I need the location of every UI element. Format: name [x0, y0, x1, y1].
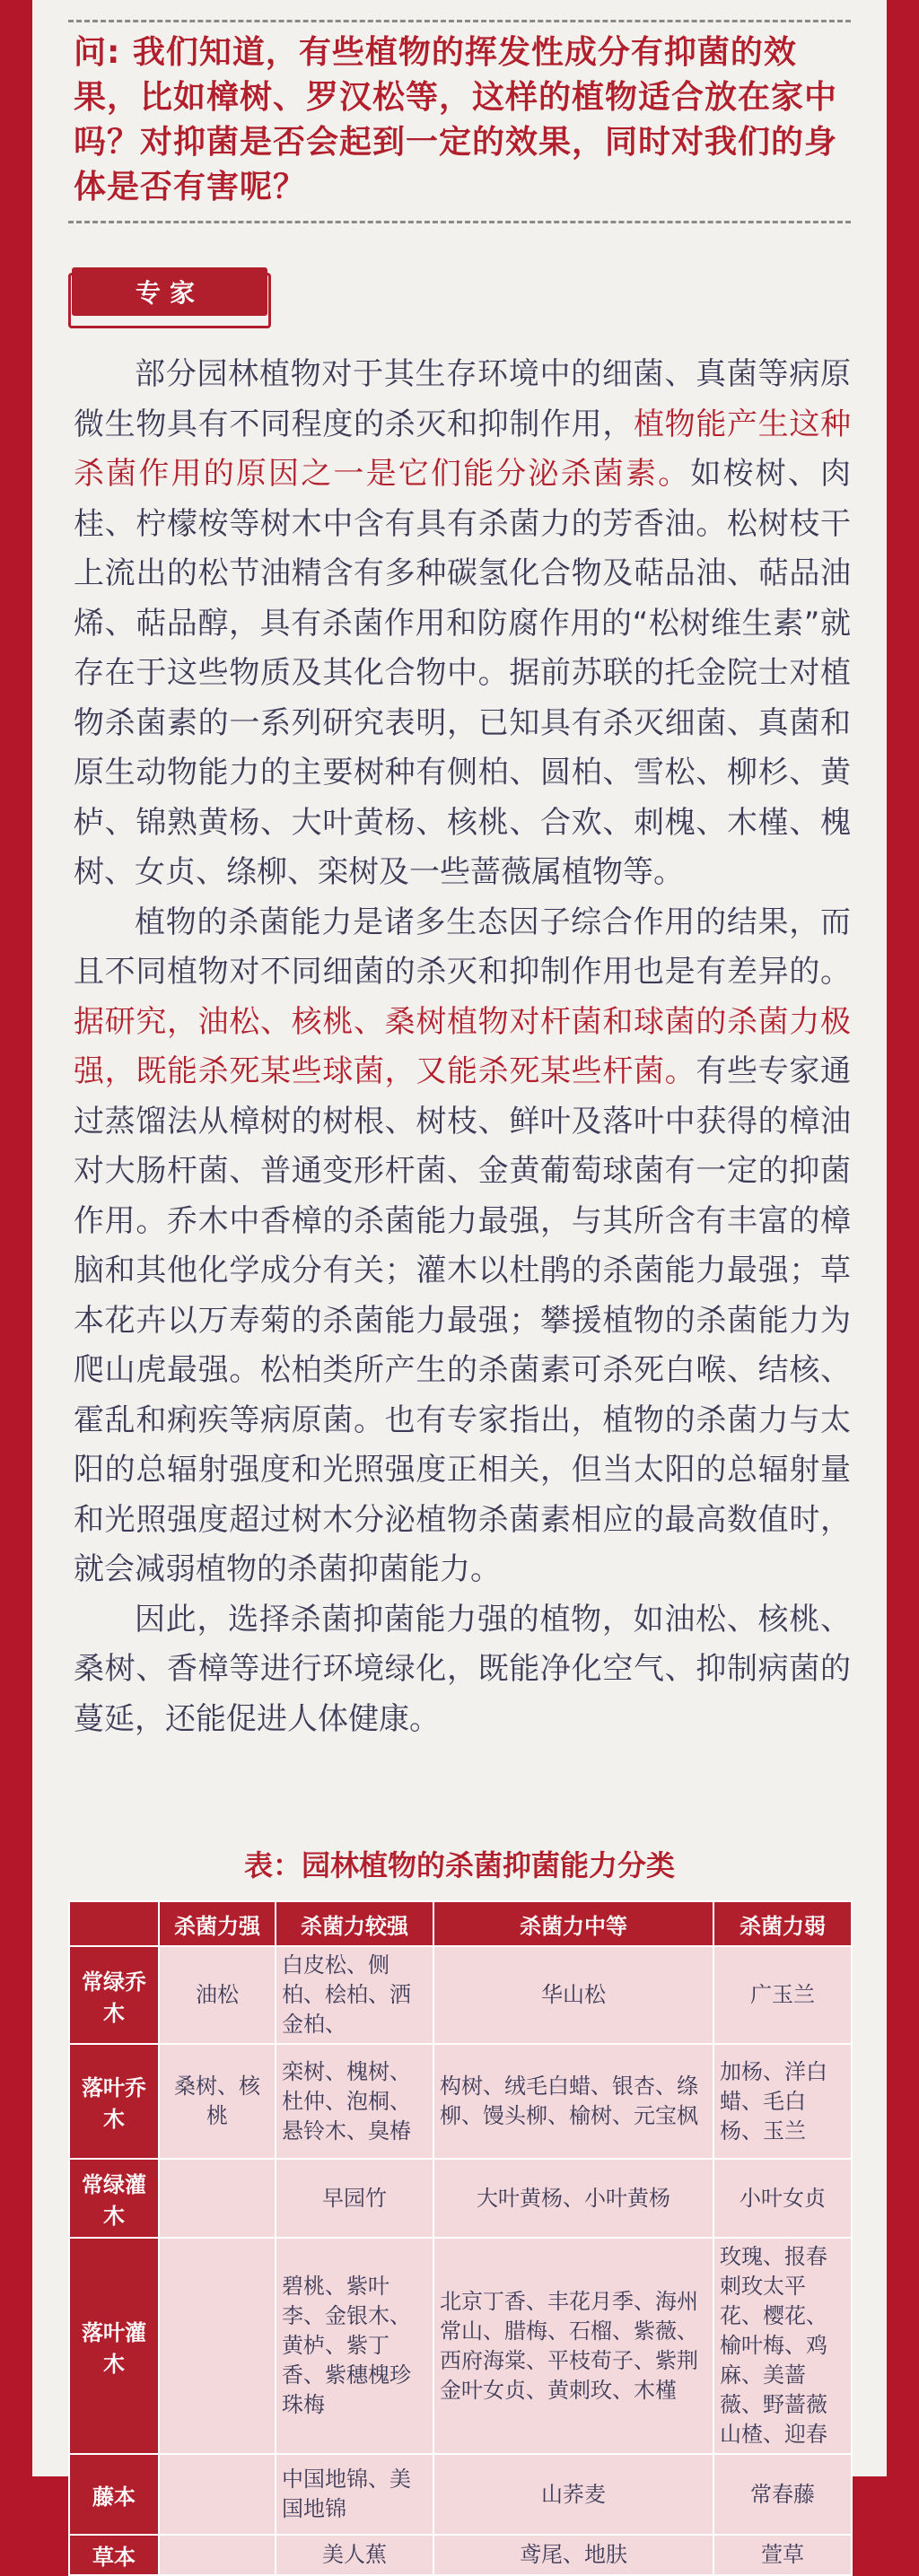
- table-caption: 表：园林植物的杀菌抑菌能力分类: [243, 1848, 675, 1882]
- table-cell: 北京丁香、丰花月季、海州常山、腊梅、石榴、紫薇、西府海棠、平枝荀子、紫荆金叶女贞、黄刺玫、木槿: [433, 2238, 713, 2454]
- table-row: [69, 2159, 852, 2238]
- row-label: 藤本: [69, 2454, 159, 2535]
- paragraph-2-text: 植物的杀菌能力是诸多生态因子综合作用的结果，而且不同植物对不同细菌的杀灭和抑制作用也是有差异的。: [74, 904, 851, 990]
- table-row: [69, 1946, 852, 2044]
- table-header-cell: 杀菌力弱: [713, 1901, 852, 1946]
- bottom-dashed-divider: [68, 221, 851, 223]
- question-text: 问: 我们知道，有些植物的挥发性成分有抑菌的效果，比如樟树、罗汉松等，这样的植物适合放在家中吗？对抑菌是否会起到一定的效果，同时对我们的身体是否有害呢？: [74, 34, 838, 205]
- table-cell: [159, 2454, 276, 2535]
- paragraph-3: [74, 1595, 851, 1745]
- paragraph-1-text: 部分园林植物对于其生存环境中的细菌、真菌等病原微生物具有不同程度的杀灭和抑制作用，: [74, 356, 851, 442]
- paragraph-2-text-cont: 有些专家通过蒸馏法从樟树的树根、树枝、鲜叶及落叶中获得的樟油对大肠杆菌、普通变形杆菌、金黄葡萄球菌有一定的抑菌作用。乔木中香樟的杀菌能力最强，与其所含有丰富的樟脑和其他化学成分有关；灌木以杜鹃的杀菌能力最强；草本花卉以万寿菊的杀菌能力最强；攀援植物的杀菌能力为爬山虎最强。松柏类所产生的杀菌素可杀死白喉、结核、霍乱和痢疾等病原菌。也有专家指出，植物的杀菌力与太阳的总辐射强度和光照强度正相关，但当太阳的总辐射量和光照强度超过树木分泌植物杀菌素相应的最高数值时，就会减弱植物的杀菌抑菌能力。: [74, 1053, 852, 1587]
- table-cell: [159, 2159, 276, 2238]
- article-paper: [32, 0, 887, 2570]
- paragraph-1-text-cont: 如桉树、肉桂、柠檬桉等树木中含有具有杀菌力的芳香油。松树枝干上流出的松节油精含有多种碳氢化合物及萜品油、萜品油烯、萜品醇，具有杀菌作用和防腐作用的“松树维生素”就存在于这些物质及其化合物中。据前苏联的托金院士对植物杀菌素的一系列研究表明，已知具有杀灭细菌、真菌和原生动物能力的主要树种有侧柏、圆柏、雪松、柳杉、黄栌、锦熟黄杨、大叶黄杨、核桃、合欢、刺槐、木槿、槐树、女贞、绦柳、栾树及一些蔷薇属植物等。: [74, 456, 852, 890]
- paragraph-2-highlight: 据研究，油松、核桃、桑树植物对杆菌和球菌的杀菌力极强，既能杀死某些球菌，又能杀死某些杆菌。: [74, 1003, 851, 1089]
- table-cell: 构树、绒毛白蜡、银杏、绦柳、馒头柳、榆树、元宝枫: [433, 2044, 713, 2159]
- expert-tag: [72, 267, 269, 323]
- table-cell: 栾树、槐树、杜仲、泡桐、悬铃木、臭椿: [276, 2044, 433, 2159]
- table-row: [69, 2454, 852, 2535]
- table-row: [69, 2535, 852, 2575]
- paragraph-3-text: 因此，选择杀菌抑菌能力强的植物，如油松、核桃、桑树、香樟等进行环境绿化，既能净化空气、抑制病菌的蔓延，还能促进人体健康。: [74, 1601, 851, 1737]
- table-cell: 山荞麦: [433, 2454, 713, 2535]
- table-header-row: [69, 1901, 852, 1946]
- table-row: [69, 2238, 852, 2454]
- table-row: [69, 2044, 852, 2159]
- table-header-cell: 杀菌力较强: [276, 1901, 433, 1946]
- table-header-cell: 杀菌力中等: [433, 1901, 713, 1946]
- table-cell: [159, 2535, 276, 2575]
- row-label: 落叶乔木: [69, 2044, 159, 2159]
- answer-body: [74, 350, 851, 1744]
- table-cell: 中国地锦、美国地锦: [276, 2454, 433, 2535]
- table-cell: 玫瑰、报春刺玫太平花、樱花、榆叶梅、鸡麻、美蔷薇、野蔷薇山楂、迎春: [713, 2238, 852, 2454]
- row-label: 常绿灌木: [69, 2159, 159, 2238]
- paragraph-1-highlight: 植物能产生这种杀菌作用的原因之一是它们能分泌杀菌素。: [74, 406, 851, 492]
- table-cell: 油松: [159, 1946, 276, 2044]
- table-cell: 早园竹: [276, 2159, 433, 2238]
- row-label: 草本: [69, 2535, 159, 2575]
- table-cell: 美人蕉: [276, 2535, 433, 2575]
- expert-label: 专家: [72, 267, 267, 316]
- table-cell: 加杨、洋白蜡、毛白杨、玉兰: [713, 2044, 852, 2159]
- row-label: 落叶灌木: [69, 2238, 159, 2454]
- table-cell: 桑树、核桃: [159, 2044, 276, 2159]
- table-cell: 鸢尾、地肤: [433, 2535, 713, 2575]
- table-cell: 小叶女贞: [713, 2159, 852, 2238]
- paragraph-2: [74, 898, 851, 1595]
- table-corner-cell: [69, 1901, 159, 1946]
- table-header-cell: 杀菌力强: [159, 1901, 276, 1946]
- row-label: 常绿乔木: [69, 1946, 159, 2044]
- table-cell: 广玉兰: [713, 1946, 852, 2044]
- table-cell: 碧桃、紫叶李、金银木、黄栌、紫丁香、紫穗槐珍珠梅: [276, 2238, 433, 2454]
- paragraph-1: [74, 350, 851, 898]
- table-cell: 萱草: [713, 2535, 852, 2575]
- table-cell: [159, 2238, 276, 2454]
- top-dashed-divider: [68, 20, 851, 22]
- table-cell: 华山松: [433, 1946, 713, 2044]
- table-cell: 大叶黄杨、小叶黄杨: [433, 2159, 713, 2238]
- table-cell: 白皮松、侧柏、桧柏、洒金柏、: [276, 1946, 433, 2044]
- table-cell: 常春藤: [713, 2454, 852, 2535]
- bactericidal-table: [68, 1900, 853, 2576]
